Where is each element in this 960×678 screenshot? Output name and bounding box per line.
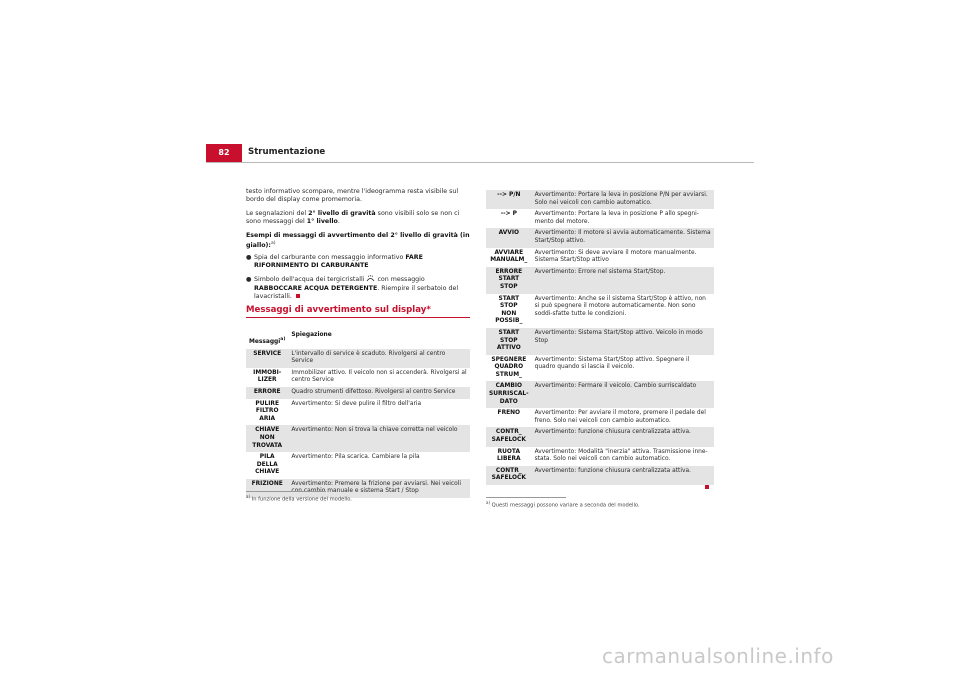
bullet1-bold: FARE RIFORNIMENTO DI CARBURANTE [254,253,423,269]
message-code: AVVIO [486,228,532,247]
message-code: SPEGNERE QUADRO STRUM_ [491,356,527,378]
footnote-right [486,500,640,509]
footnote-right-mark: a) [486,500,491,505]
message-explanation: Avvertimento: Errore nel sistema Start/Stop. [532,267,714,294]
messages-table-right [486,190,714,485]
footnote-rule-left [246,491,326,492]
message-explanation: Avvertimento: Il motore si avvia automaticamente. Sistema Start/Stop attivo. [532,228,714,247]
para2-prefix: Le segnalazioni del [246,209,309,217]
message-code: CONTR_ SAFELOCK [486,466,532,485]
table-row [486,228,714,247]
message-code: SERVICE [246,349,288,368]
message-code: PILA DELLA CHIAVE [255,454,280,476]
para2-bold-1: 2° livello di gravità [308,209,376,217]
message-explanation: Avvertimento: Sistema Start/Stop attivo. Spegnere il quadro quando si lascia il veicolo. [534,356,690,371]
bullet-dot: ● [246,276,252,284]
table-row [246,452,470,479]
examples-heading [246,232,470,251]
message-explanation: Avvertimento: Portare la leva in posizione P allo spegni-mento del motore. [534,211,699,225]
message-explanation: Avvertimento: funzione chiusura centralizzata attiva. [532,427,714,446]
table-row [486,381,714,408]
footnote-left [246,494,352,503]
chapter-title: Strumentazione [248,147,326,157]
end-of-section-mark [296,294,300,298]
message-explanation: Avvertimento: Si deve avviare il motore manualmente. Sistema Start/Stop attivo [534,249,697,264]
column-header-message [246,330,288,349]
table-row [486,209,714,228]
bullet2-suffix: . Riempire il serbatoio del lavacristalli. [254,284,459,301]
examples-heading-text: Esempi di messaggi di avvertimento del 2° livello di gravità (in giallo): [246,231,470,250]
footnote-right-text: Questi messaggi possono variare a seconda del modello. [491,502,640,509]
table-row [246,399,470,426]
message-explanation: L'intervallo di service è scaduto. Rivolgersi al centro Service [288,349,470,368]
section-title: Messaggi di avvertimento sul display* [246,305,470,318]
message-code: ERRORE START STOP [486,267,532,294]
footnote-left-mark: a) [246,494,251,499]
message-code: CAMBIO SURRISCAL- DATO [486,381,532,408]
bullet-item-washer [246,275,470,301]
bullet2-bold: RABBOCCARE ACQUA DETERGENTE [254,284,378,292]
table-row [486,190,714,209]
bullet2-text: Simbolo dell'acqua dei tergicristalli [254,276,367,284]
column-header-sup: a) [280,337,286,342]
para2-bold-2: 1° livello [306,218,338,226]
bullet2-mid: con messaggio [375,276,425,284]
table-row [486,355,714,382]
message-explanation: Immobilizer attivo. Il veicolo non si accenderà. Rivolgersi al centro Service [291,369,467,384]
footnote-left-text: In funzione della versione del modello. [251,496,352,503]
message-explanation: Avvertimento: Premere la frizione per avviarsi. Nei veicoli con cambio manuale e sistema Start / Stop [288,479,470,498]
message-code: RUOTA LIBERA [497,448,521,463]
bullet-item-fuel [246,254,470,271]
table-row [246,368,470,387]
bullet1-text: Spia del carburante con messaggio informativo [254,253,406,261]
message-explanation: Avvertimento: Pila scarica. Cambiare la pila [291,454,420,461]
table-row [486,328,714,355]
message-code: --> P/N [486,190,532,209]
examples-sup: a) [270,241,276,247]
message-explanation: Avvertimento: Portare la leva in posizione P/N per avviarsi. Solo nei veicoli con cambio automatico. [532,190,714,209]
watermark: carmanualsonline.info [602,644,834,668]
message-code: CONTR_ SAFELOCK [486,427,532,446]
table-row [486,248,714,267]
top-bar [0,0,960,25]
para2-suffix: . [337,218,340,226]
intro-paragraph-1: testo informativo scompare, mentre l'ideogramma resta visibile sul bordo del display come promemoria. [246,188,459,204]
message-code: CHIAVE NON TROVATA [246,425,288,452]
column-header-explanation: Spiegazione [291,332,332,338]
table-row [486,294,714,328]
message-explanation: Avvertimento: funzione chiusura centralizzata attiva. [532,466,714,485]
footnote-rule-right [486,497,566,498]
table-row [246,349,470,368]
message-explanation: Quadro strumenti difettoso. Rivolgersi al centro Service [288,387,470,399]
message-code: AVVIARE MANUALM_ [490,249,528,264]
table-row [486,447,714,466]
column-header-message-text: Messaggi [249,338,281,345]
table-row [486,408,714,427]
table-row [486,466,714,485]
bullet-dot: ● [246,253,252,261]
page-number: 82 [206,144,242,162]
table-row [486,267,714,294]
message-explanation: Avvertimento: Si deve pulire il filtro dell'aria [291,400,422,407]
table-header-row [246,330,470,349]
message-explanation: Avvertimento: Fermare il veicolo. Cambio surriscaldato [532,381,714,408]
message-code: ERRORE [246,387,288,399]
page-header [206,144,754,163]
intro-paragraph-2 [246,210,470,227]
table-row [486,427,714,446]
message-explanation: Avvertimento: Modalità "inerzia" attiva. Trasmissione inne-stata. Solo nei veicoli con cambio automatico. [534,448,708,463]
message-explanation: Avvertimento: Sistema Start/Stop attivo. Veicolo in modo Stop [532,328,714,355]
messages-table-left [246,330,470,498]
message-code: FRENO [497,410,521,417]
message-explanation: Avvertimento: Anche se il sistema Start/Stop è attivo, non si può spegnere il motore automaticamente. Non sono soddi-sfatte tutte le condizioni. [534,295,706,317]
message-code: START STOP NON POSSIB_ [495,295,523,325]
table-row [246,387,470,399]
message-code: FRIZIONE [246,479,288,498]
message-explanation: Avvertimento: Per avviare il motore, premere il pedale del freno. Solo nei veicoli con cambio automatico. [534,410,706,424]
para2-middle: sono visibili solo se non ci sono messaggi del [246,209,460,226]
table-row [246,425,470,452]
intro-text [246,188,470,307]
message-code: --> P [500,211,517,218]
message-code: START STOP ATTIVO [486,328,532,355]
message-code: PULIRE FILTRO ARIA [255,400,279,422]
end-of-table-mark [705,485,709,489]
message-explanation: Avvertimento: Non si trova la chiave corretta nel veicolo [288,425,470,452]
message-code: IMMOBI- LIZER [253,369,282,384]
